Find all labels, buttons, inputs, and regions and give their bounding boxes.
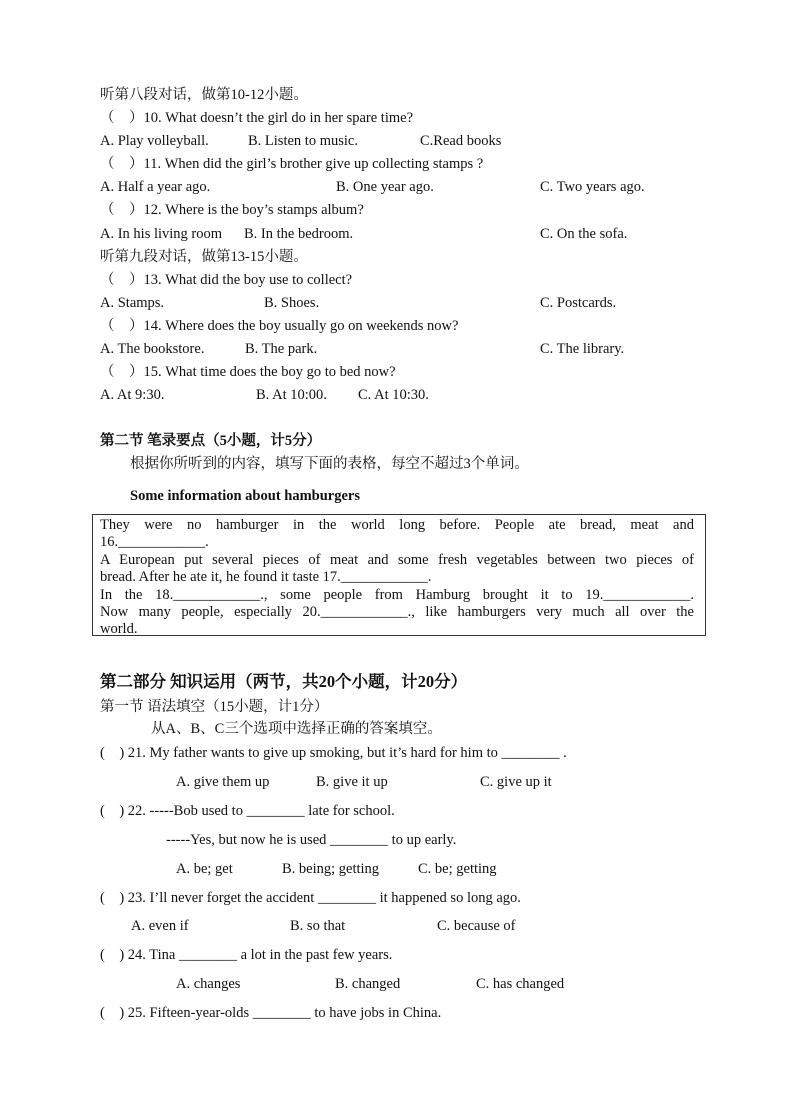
q24-option-a: A. changes [176,976,241,992]
q14-option-a: A. The bookstore. [100,341,205,357]
q23-option-c: C. because of [437,918,516,934]
question-12-stem: （ ）12. Where is the boy’s stamps album? [100,202,364,218]
section-2-title: 第二节 笔录要点（5小题，计5分） [100,433,322,449]
box-line-2-blank-16: 16.____________. [100,534,209,550]
q15-option-a: A. At 9:30. [100,387,165,403]
part-2-subtitle: 第一节 语法填空（15小题，计1分） [100,699,329,715]
part-2-instruction: 从A、B、C三个选项中选择正确的答案填空。 [151,721,442,737]
q15-option-c: C. At 10:30. [358,387,429,403]
question-10-stem: （ ）10. What doesn’t the girl do in her spare time? [100,110,414,126]
q21-option-a: A. give them up [176,774,270,790]
question-15-stem: （ ）15. What time does the boy go to bed now? [100,364,396,380]
box-line-3: A European put several pieces of meat and some fresh vegetables between two pieces of [100,552,694,568]
q24-option-b: B. changed [335,976,401,992]
box-line-4-blank-17: bread. After he ate it, he found it taste 17.____________. [100,569,432,585]
q22-option-b: B. being; getting [282,861,380,877]
box-line-1: They were no hamburger in the world long before. People ate bread, meat and [100,517,694,533]
q13-option-b: B. Shoes. [264,295,320,311]
question-14-stem: （ ）14. Where does the boy usually go on weekends now? [100,318,459,334]
q12-option-b: B. In the bedroom. [244,226,354,242]
question-25-stem: ( ) 25. Fifteen-year-olds ________ to have jobs in China. [100,1005,442,1021]
q10-option-c: C.Read books [420,133,502,149]
q11-option-a: A. Half a year ago. [100,179,211,195]
box-line-6-blank-20: Now many people, especially 20.____________., like hamburgers very much all over the [100,604,694,620]
q12-option-c: C. On the sofa. [540,226,628,242]
q10-option-b: B. Listen to music. [248,133,358,149]
q13-option-a: A. Stamps. [100,295,165,311]
question-21-stem: ( ) 21. My father wants to give up smoking, but it’s hard for him to ________ . [100,745,567,761]
question-22-stem-2: -----Yes, but now he is used ________ to up early. [166,832,457,848]
q13-option-c: C. Postcards. [540,295,617,311]
q23-option-a: A. even if [131,918,189,934]
q14-option-b: B. The park. [245,341,318,357]
q10-option-a: A. Play volleyball. [100,133,209,149]
question-23-stem: ( ) 23. I’ll never forget the accident ________ it happened so long ago. [100,890,521,906]
q11-option-c: C. Two years ago. [540,179,645,195]
q14-option-c: C. The library. [540,341,625,357]
hamburger-box-title: Some information about hamburgers [130,488,360,504]
q12-option-a: A. In his living room [100,226,223,242]
dialogue-8-header: 听第八段对话，做第10-12小题。 [100,87,308,103]
q24-option-c: C. has changed [476,976,565,992]
question-11-stem: （ ）11. When did the girl’s brother give up collecting stamps ? [100,156,484,172]
dialogue-9-header: 听第九段对话，做第13-15小题。 [100,249,308,265]
q23-option-b: B. so that [290,918,346,934]
box-line-7: world. [100,621,138,637]
q22-option-c: C. be; getting [418,861,497,877]
question-22-stem: ( ) 22. -----Bob used to ________ late for school. [100,803,395,819]
q15-option-b: B. At 10:00. [256,387,327,403]
box-line-5-blanks-18-19: In the 18.____________., some people from Hamburg brought it to 19.____________. [100,587,694,603]
question-13-stem: （ ）13. What did the boy use to collect? [100,272,353,288]
part-2-title: 第二部分 知识运用（两节，共20个小题，计20分） [100,672,468,691]
hamburger-info-box [92,514,706,636]
q21-option-c: C. give up it [480,774,552,790]
q21-option-b: B. give it up [316,774,388,790]
q11-option-b: B. One year ago. [336,179,434,195]
question-24-stem: ( ) 24. Tina ________ a lot in the past few years. [100,947,393,963]
q22-option-a: A. be; get [176,861,233,877]
section-2-instruction: 根据你所听到的内容，填写下面的表格，每空不超过3个单词。 [130,456,529,472]
